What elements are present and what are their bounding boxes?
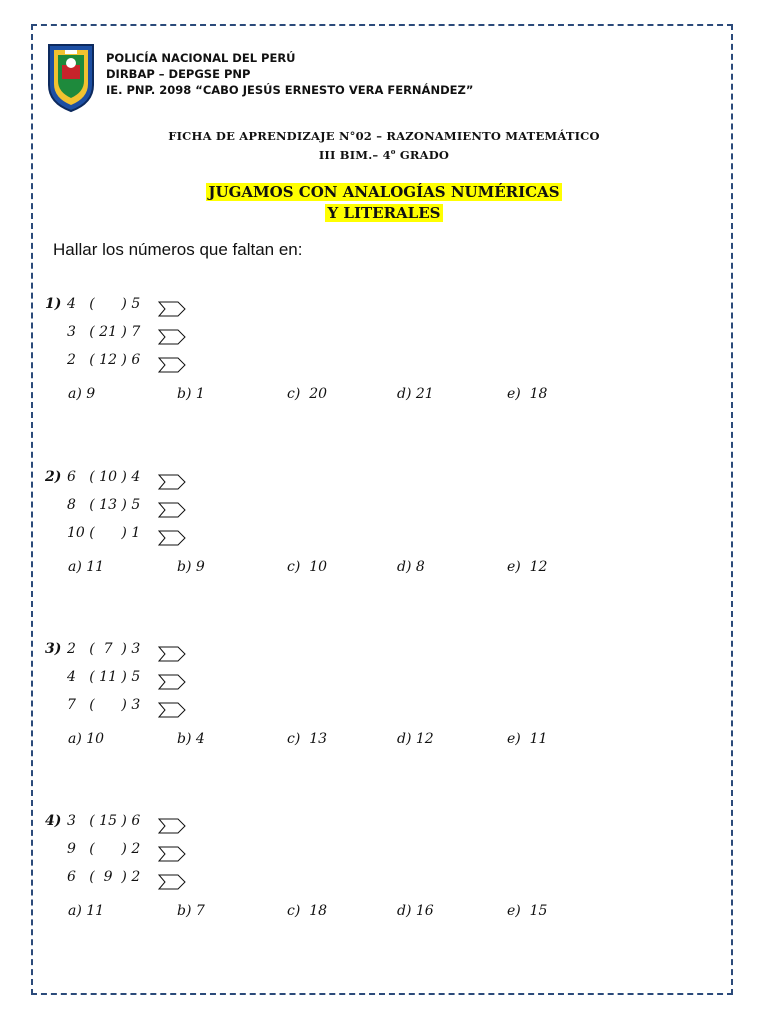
arrow-pentagon-icon [158,846,186,862]
ficha-grade-text: III BIM.– 4 [318,147,391,162]
problem-number: 3) [45,641,62,657]
arrow-pentagon-icon [158,474,186,490]
problem-number: 1) [45,296,62,312]
arrow-pentagon-icon [158,818,186,834]
answer-option: d) 8 [397,559,425,575]
instruction-text: Hallar los números que faltan en: [53,240,303,259]
ficha-subtitle [0,147,768,162]
arrow-pentagon-icon [158,702,186,718]
analogy-row: 10 ( ) 1 [67,525,141,541]
answer-option: d) 16 [397,903,434,919]
analogy-row: 4 ( ) 5 [67,296,141,312]
answer-option: c) 10 [287,559,328,575]
analogy-row: 6 ( 9 ) 2 [67,869,141,885]
answer-option: a) 9 [68,386,96,402]
answer-option: e) 18 [507,386,548,402]
arrow-pentagon-icon [158,502,186,518]
analogy-row: 9 ( ) 2 [67,841,141,857]
institution-block [106,50,473,98]
answer-option: c) 20 [287,386,328,402]
answer-option: a) 11 [68,903,105,919]
problem-number: 4) [45,813,62,829]
arrow-pentagon-icon [158,329,186,345]
problem-number: 2) [45,469,62,485]
answer-option: a) 11 [68,559,105,575]
analogy-row: 3 ( 21 ) 7 [67,324,141,340]
arrow-pentagon-icon [158,874,186,890]
page-title-text: Y LITERALES [327,204,441,222]
institution-line: IE. PNP. 2098 “CABO JESÚS ERNESTO VERA FERNÁNDEZ” [106,83,474,97]
analogy-row: 8 ( 13 ) 5 [67,497,141,513]
analogy-row: 3 ( 15 ) 6 [67,813,141,829]
answer-option: c) 13 [287,731,328,747]
page-title-line-2 [0,202,768,224]
ficha-grade-word: GRADO [395,147,450,162]
page-title-text: JUGAMOS CON ANALOGÍAS NUMÉRICAS [208,183,560,201]
page-title-line-1 [0,181,768,203]
police-shield-logo [45,41,97,113]
answer-option: b) 1 [177,386,205,402]
answer-option: e) 11 [507,731,548,747]
ficha-title: FICHA DE APRENDIZAJE N°02 – RAZONAMIENTO MATEMÁTICO [168,129,600,143]
answer-option: c) 18 [287,903,328,919]
analogy-row: 7 ( ) 3 [67,697,141,713]
analogy-row: 6 ( 10 ) 4 [67,469,141,485]
answer-option: a) 10 [68,731,105,747]
answer-option: b) 9 [177,559,205,575]
answer-option: b) 4 [177,731,205,747]
institution-line: POLICÍA NACIONAL DEL PERÚ [106,51,296,65]
answer-option: d) 12 [397,731,434,747]
answer-option: e) 12 [507,559,548,575]
arrow-pentagon-icon [158,674,186,690]
institution-line: DIRBAP – DEPGSE PNP [106,67,251,81]
arrow-pentagon-icon [158,530,186,546]
analogy-row: 2 ( 12 ) 6 [67,352,141,368]
ficha-grade-sup: o [390,147,396,156]
arrow-pentagon-icon [158,301,186,317]
analogy-row: 4 ( 11 ) 5 [67,669,141,685]
arrow-pentagon-icon [158,646,186,662]
analogy-row: 2 ( 7 ) 3 [67,641,141,657]
answer-option: b) 7 [177,903,205,919]
arrow-pentagon-icon [158,357,186,373]
answer-option: e) 15 [507,903,548,919]
answer-option: d) 21 [397,386,434,402]
